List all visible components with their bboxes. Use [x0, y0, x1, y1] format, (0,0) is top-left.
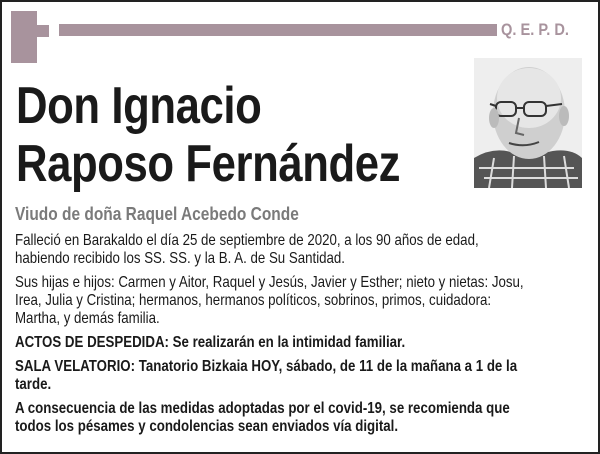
paragraph-line: habiendo recibido los SS. SS. y la B. A. de Su Santidad. — [15, 250, 346, 267]
paragraph — [15, 358, 595, 394]
qepd-label: Q. E. P. D. — [501, 20, 569, 39]
paragraph — [15, 232, 595, 268]
paragraph-line: ACTOS DE DESPEDIDA: Se realizarán en la intimidad familiar. — [15, 334, 406, 351]
paragraph-line: SALA VELATORIO: Tanatorio Bizkaia HOY, sábado, de 11 de la mañana a 1 de la — [15, 358, 518, 375]
cross-icon — [11, 11, 37, 63]
paragraph — [15, 274, 595, 328]
paragraph-line: Irea, Julia y Cristina; hermanos, hermanos políticos, sobrinos, primos, cuidadora: — [15, 292, 492, 309]
paragraph-line: Martha, y demás familia. — [15, 310, 160, 327]
deceased-name-line2: Raposo Fernández — [16, 135, 401, 193]
paragraph-line: todos los pésames y condolencias sean enviados vía digital. — [15, 418, 399, 435]
paragraph — [15, 400, 595, 436]
deceased-name-line1: Don Ignacio — [16, 77, 262, 135]
paragraph-line: A consecuencia de las medidas adoptadas por el covid-19, se recomienda que — [15, 400, 510, 417]
paragraph-line: tarde. — [15, 376, 52, 393]
cross-icon-arm — [11, 25, 49, 37]
obituary-body — [15, 232, 595, 442]
portrait-photo — [474, 58, 582, 188]
header-rule — [59, 24, 497, 36]
paragraph-line: Falleció en Barakaldo el día 25 de septiembre de 2020, a los 90 años de edad, — [15, 232, 479, 249]
paragraph-line: Sus hijas e hijos: Carmen y Aitor, Raquel y Jesús, Javier y Esther; nieto y nietas: Josu, — [15, 274, 524, 291]
subtitle-widower: Viudo de doña Raquel Acebedo Conde — [15, 204, 299, 224]
paragraph — [15, 334, 595, 352]
